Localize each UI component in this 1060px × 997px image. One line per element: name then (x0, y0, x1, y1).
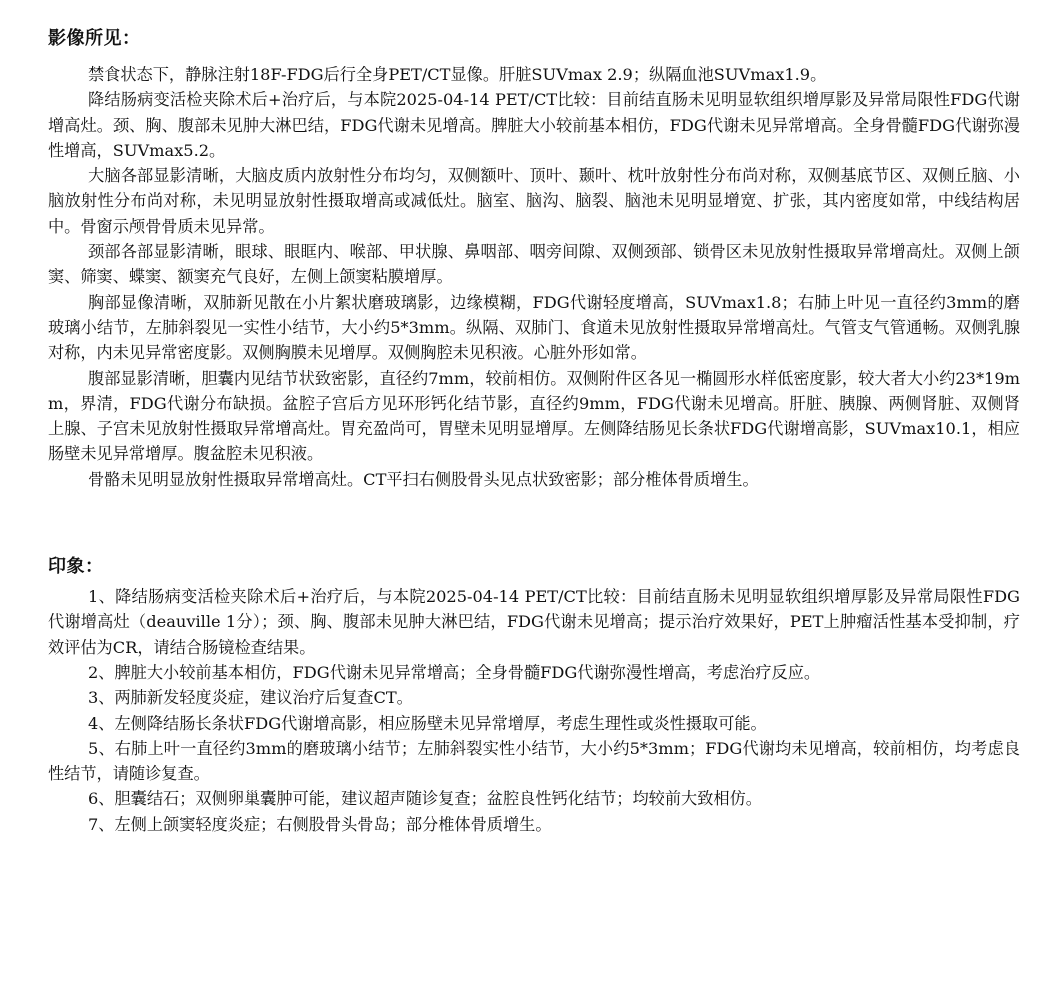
impression-item-2: 2、脾脏大小较前基本相仿，FDG代谢未见异常增高；全身骨髓FDG代谢弥漫性增高，考虑治疗反应。 (88, 662, 821, 682)
impression-item-6: 6、胆囊结石；双侧卵巢囊肿可能，建议超声随诊复查；盆腔良性钙化结节；均较前大致相仿。 (88, 789, 762, 809)
findings-paragraph-abdomen: 腹部显影清晰，胆囊内见结节状致密影，直径约7mm，较前相仿。双侧附件区各见一椭圆形水样低密度影，较大者大小约23*19mm，界清，FDG代谢分布缺损。盆腔子宫后方见环形钙化结节影，直径约9mm，FDG代谢未见增高。肝脏、胰腺、两侧肾脏、双侧肾上腺、子宫未见放射性摄取异常增高灶。胃充盈尚可，胃壁未见明显增厚。左侧降结肠见长条状FDG代谢增高影，SUVmax10.1，相应肠壁未见异常增厚。腹盆腔未见积液。 (48, 368, 1020, 464)
findings-heading: 影像所见： (48, 28, 141, 49)
impression-item-1: 1、降结肠病变活检夹除术后+治疗后，与本院2025-04-14 PET/CT比较：目前结直肠未见明显软组织增厚影及异常局限性FDG代谢增高灶（deauville 1分）；颈、胸、腹部未见肿大淋巴结，FDG代谢未见增高；提示治疗效果好，PET上肿瘤活性基本受抑制，疗效评估为CR，请结合肠镜检查结果。 (48, 587, 1020, 657)
impression-item-7: 7、左侧上颌窦轻度炎症；右侧股骨头骨岛；部分椎体骨质增生。 (88, 814, 552, 834)
impression-item-3: 3、两肺新发轻度炎症，建议治疗后复查CT。 (88, 688, 413, 708)
report-document (48, 26, 1020, 837)
findings-paragraph-bone: 骨骼未见明显放射性摄取异常增高灶。CT平扫右侧股骨头见点状致密影；部分椎体骨质增生。 (88, 469, 759, 489)
impression-item-4: 4、左侧降结肠长条状FDG代谢增高影，相应肠壁未见异常增厚，考虑生理性或炎性摄取可能。 (88, 713, 767, 733)
findings-paragraph-fasting: 禁食状态下，静脉注射18F-FDG后行全身PET/CT显像。肝脏SUVmax 2.9；纵隔血池SUVmax1.9。 (88, 65, 827, 84)
impression-heading-text: 印象： (48, 556, 104, 578)
findings-paragraph-chest: 胸部显像清晰，双肺新见散在小片絮状磨玻璃影，边缘模糊，FDG代谢轻度增高，SUVmax1.8；右肺上叶见一直径约3mm的磨玻璃小结节，左肺斜裂见一实性小结节，大小约5*3mm。纵隔、双肺门、食道未见放射性摄取异常增高灶。气管支气管通畅。双侧乳腺对称，内未见异常密度影。双侧胸膜未见增厚。双侧胸腔未见积液。心脏外形如常。 (48, 292, 1020, 363)
findings-paragraph-neck: 颈部各部显影清晰，眼球、眼眶内、喉部、甲状腺、鼻咽部、咽旁间隙、双侧颈部、锁骨区未见放射性摄取异常增高灶。双侧上颌窦、筛窦、蝶窦、额窦充气良好，左侧上颌窦粘膜增厚。 (48, 242, 1020, 287)
impression-heading (48, 554, 1020, 580)
findings-section (48, 26, 1020, 492)
impression-section (48, 554, 1020, 837)
findings-paragraph-comparison: 降结肠病变活检夹除术后+治疗后，与本院2025-04-14 PET/CT比较：目前结直肠未见明显软组织增厚影及异常局限性FDG代谢增高灶。颈、胸、腹部未见肿大淋巴结，FDG代谢未见增高。脾脏大小较前基本相仿，FDG代谢未见异常增高。全身骨髓FDG代谢弥漫性增高，SUVmax5.2。 (48, 90, 1020, 160)
impression-item-5: 5、右肺上叶一直径约3mm的磨玻璃小结节；左肺斜裂实性小结节，大小约5*3mm；FDG代谢均未见增高，较前相仿，均考虑良性结节，请随诊复查。 (48, 738, 1020, 784)
findings-paragraph-brain: 大脑各部显影清晰，大脑皮质内放射性分布均匀，双侧额叶、顶叶、颞叶、枕叶放射性分布尚对称，双侧基底节区、双侧丘脑、小脑放射性分布尚对称，未见明显放射性摄取增高或减低灶。脑室、脑沟、脑裂、脑池未见明显增宽、扩张，其内密度如常，中线结构居中。骨窗示颅骨骨质未见异常。 (48, 166, 1020, 236)
